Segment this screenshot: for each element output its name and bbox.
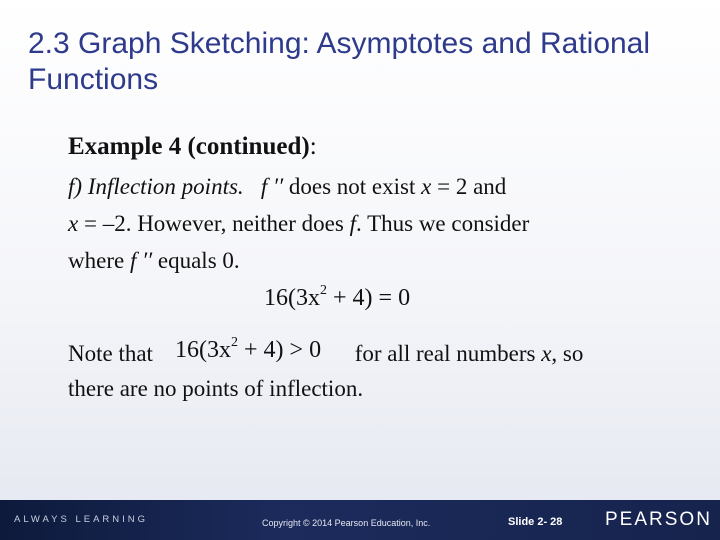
equation-left: 16(3x xyxy=(175,337,231,363)
equation-exponent: 2 xyxy=(231,335,238,350)
var-x: x xyxy=(541,341,552,366)
footer-bar xyxy=(0,500,720,540)
equation-right: + 4) = 0 xyxy=(327,285,411,311)
text-segment: = –2. However, neither does xyxy=(78,211,350,236)
copyright-text: Copyright © 2014 Pearson Education, Inc. xyxy=(262,518,431,528)
equation-equals-zero xyxy=(264,285,410,312)
text-segment: where xyxy=(68,248,130,273)
text-segment: equals 0. xyxy=(152,248,240,273)
f-double-prime: f ′′ xyxy=(260,174,284,199)
equation-left: 16(3x xyxy=(264,285,320,311)
equation-greater-than-zero xyxy=(175,337,321,364)
text-line-3 xyxy=(68,248,240,274)
text-segment: Note that xyxy=(68,341,159,366)
example-heading-text: Example 4 (continued) xyxy=(68,133,310,160)
text-segment: . Thus we consider xyxy=(355,211,530,236)
f-double-prime: f ′′ xyxy=(129,248,153,273)
inflection-label: f) Inflection points. xyxy=(68,174,244,199)
text-segment: , so xyxy=(551,341,584,366)
example-heading xyxy=(68,133,317,161)
text-segment: = 2 and xyxy=(431,174,507,199)
example-heading-colon: : xyxy=(309,133,317,160)
equation-right: + 4) > 0 xyxy=(238,337,322,363)
slide-number: Slide 2- 28 xyxy=(508,516,563,528)
footer-tagline: ALWAYS LEARNING xyxy=(14,514,149,525)
text-line-5 xyxy=(68,341,583,367)
text-line-1 xyxy=(68,174,506,200)
text-line-2 xyxy=(68,211,529,237)
pearson-logo: PEARSON xyxy=(605,509,712,530)
var-f: f xyxy=(349,211,356,236)
text-segment: for all real numbers xyxy=(354,341,542,366)
var-x: x xyxy=(421,174,432,199)
text-segment: does not exist xyxy=(283,174,422,199)
slide-title: 2.3 Graph Sketching: Asymptotes and Rational Functions xyxy=(28,27,651,96)
var-x: x xyxy=(68,211,79,236)
text-line-6: there are no points of inflection. xyxy=(68,376,364,401)
equation-exponent: 2 xyxy=(320,283,327,298)
